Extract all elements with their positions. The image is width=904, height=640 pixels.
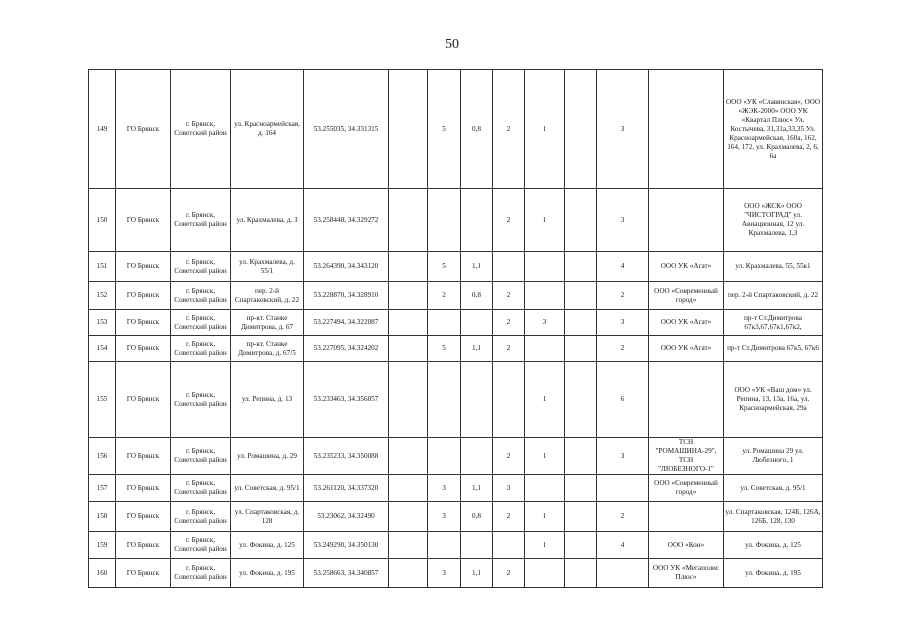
value-cell [428, 438, 461, 475]
value-cell [389, 282, 428, 310]
table-row [89, 502, 823, 532]
value-cell: 3 [428, 502, 461, 532]
registry-table [88, 69, 823, 588]
row-number: 151 [89, 252, 116, 282]
management-company-cell: ООО УК «Агат» [649, 336, 724, 362]
management-company-cell: ООО УК «Агат» [649, 310, 724, 336]
address-cell: ул. Фокина, д. 125 [231, 532, 304, 559]
value-cell: 3 [428, 559, 461, 588]
value-cell [525, 252, 565, 282]
municipality-cell: ГО Брянск [116, 532, 171, 559]
address-cell: ул. Крахмалева, д. 3 [231, 189, 304, 252]
coordinates-cell: 53.258663, 34.340857 [304, 559, 389, 588]
value-cell: 2 [493, 189, 525, 252]
row-number: 158 [89, 502, 116, 532]
value-cell [493, 252, 525, 282]
value-cell [389, 189, 428, 252]
district-cell: г. Брянск, Советский район [171, 502, 231, 532]
served-addresses-cell: ООО «ЖСК» ООО "ЧИСТОГРАД" ул. Авиационная, 12 ул. Крахмалева, 1,3 [724, 189, 823, 252]
table-row [89, 362, 823, 438]
value-cell [525, 336, 565, 362]
table-row [89, 310, 823, 336]
coordinates-cell: 53.233463, 34.356057 [304, 362, 389, 438]
address-cell: пр-кт. Станке Димитрова, д. 67/5 [231, 336, 304, 362]
address-cell: пер. 2-й Спартаковский, д. 22 [231, 282, 304, 310]
management-company-cell: ТСН "РОМАШИНА-29", ТСН "ЛЮБЕЗНОГО-1" [649, 438, 724, 475]
row-number: 149 [89, 70, 116, 189]
served-addresses-cell: пр-т Ст.Димитрова 67к3,67,67к1,67к2, [724, 310, 823, 336]
district-cell: г. Брянск, Советский район [171, 252, 231, 282]
value-cell [389, 362, 428, 438]
value-cell: 1 [525, 502, 565, 532]
row-number: 156 [89, 438, 116, 475]
district-cell: г. Брянск, Советский район [171, 559, 231, 588]
value-cell: 3 [597, 438, 649, 475]
page-number: 50 [445, 37, 459, 52]
value-cell [565, 70, 597, 189]
value-cell: 1 [525, 362, 565, 438]
value-cell: 2 [597, 336, 649, 362]
value-cell: 2 [493, 310, 525, 336]
value-cell [565, 310, 597, 336]
value-cell [389, 252, 428, 282]
district-cell: г. Брянск, Советский район [171, 475, 231, 502]
value-cell: 1,1 [461, 475, 493, 502]
value-cell: 2 [493, 438, 525, 475]
value-cell: 3 [597, 70, 649, 189]
value-cell: 3 [525, 310, 565, 336]
coordinates-cell: 53.228870, 34.328910 [304, 282, 389, 310]
value-cell: 5 [428, 336, 461, 362]
value-cell: 1 [525, 189, 565, 252]
value-cell: 2 [597, 282, 649, 310]
municipality-cell: ГО Брянск [116, 310, 171, 336]
municipality-cell: ГО Брянск [116, 559, 171, 588]
served-addresses-cell: ул. Советская, д. 95/1 [724, 475, 823, 502]
management-company-cell [649, 189, 724, 252]
municipality-cell: ГО Брянск [116, 362, 171, 438]
management-company-cell [649, 70, 724, 189]
served-addresses-cell: пер. 2-й Спартаковский, д. 22 [724, 282, 823, 310]
address-cell: ул. Крахмалева, д. 55/1 [231, 252, 304, 282]
coordinates-cell: 53.227095, 34.324202 [304, 336, 389, 362]
value-cell [565, 282, 597, 310]
value-cell [565, 252, 597, 282]
value-cell [428, 310, 461, 336]
value-cell: 1 [525, 532, 565, 559]
value-cell [493, 532, 525, 559]
row-number: 150 [89, 189, 116, 252]
address-cell: ул. Репина, д. 13 [231, 362, 304, 438]
value-cell [461, 310, 493, 336]
address-cell: ул. Красноармейская, д. 164 [231, 70, 304, 189]
management-company-cell: ООО «Современный город» [649, 282, 724, 310]
value-cell: 4 [597, 252, 649, 282]
value-cell [565, 502, 597, 532]
coordinates-cell: 53.249290, 34.350130 [304, 532, 389, 559]
coordinates-cell: 53.235233, 34.350088 [304, 438, 389, 475]
served-addresses-cell: ул. Ромашина 29 ул. Любезного, 1 [724, 438, 823, 475]
value-cell [525, 559, 565, 588]
served-addresses-cell: ул. Фокина, д. 125 [724, 532, 823, 559]
value-cell [389, 70, 428, 189]
table-row [89, 559, 823, 588]
value-cell [493, 362, 525, 438]
value-cell [389, 310, 428, 336]
district-cell: г. Брянск, Советский район [171, 438, 231, 475]
value-cell: 2 [493, 282, 525, 310]
district-cell: г. Брянск, Советский район [171, 70, 231, 189]
management-company-cell: ООО «Кон» [649, 532, 724, 559]
address-cell: пр-кт. Станке Димитрова, д. 67 [231, 310, 304, 336]
table-row [89, 252, 823, 282]
value-cell: 0,8 [461, 70, 493, 189]
value-cell [461, 189, 493, 252]
address-cell: ул. Ромашина, д. 29 [231, 438, 304, 475]
value-cell [389, 438, 428, 475]
value-cell: 2 [493, 559, 525, 588]
coordinates-cell: 53.255035, 34.331315 [304, 70, 389, 189]
value-cell: 2 [428, 282, 461, 310]
value-cell: 1,1 [461, 559, 493, 588]
served-addresses-cell: ООО «УК «Ваш дом» ул. Репина, 13, 13а, 16а, ул. Красноармейская, 29а [724, 362, 823, 438]
value-cell: 2 [493, 336, 525, 362]
value-cell: 0,8 [461, 502, 493, 532]
value-cell [428, 532, 461, 559]
district-cell: г. Брянск, Советский район [171, 282, 231, 310]
value-cell [565, 559, 597, 588]
district-cell: г. Брянск, Советский район [171, 310, 231, 336]
coordinates-cell: 53.261120, 34.337320 [304, 475, 389, 502]
table-row [89, 336, 823, 362]
value-cell: 3 [597, 310, 649, 336]
row-number: 159 [89, 532, 116, 559]
value-cell [461, 532, 493, 559]
district-cell: г. Брянск, Советский район [171, 189, 231, 252]
municipality-cell: ГО Брянск [116, 282, 171, 310]
value-cell: 3 [428, 475, 461, 502]
municipality-cell: ГО Брянск [116, 189, 171, 252]
coordinates-cell: 53.258448, 34.329272 [304, 189, 389, 252]
value-cell: 4 [597, 532, 649, 559]
value-cell: 2 [493, 502, 525, 532]
value-cell [428, 362, 461, 438]
value-cell: 5 [428, 252, 461, 282]
coordinates-cell: 53.264390, 34.343120 [304, 252, 389, 282]
district-cell: г. Брянск, Советский район [171, 362, 231, 438]
table-row [89, 438, 823, 475]
management-company-cell: ООО «Современный город» [649, 475, 724, 502]
served-addresses-cell: пр-т Ст.Димитрова 67к5, 67к6 [724, 336, 823, 362]
value-cell: 6 [597, 362, 649, 438]
value-cell: 1,1 [461, 252, 493, 282]
coordinates-cell: 53.227494, 34.322087 [304, 310, 389, 336]
value-cell [565, 336, 597, 362]
value-cell [461, 362, 493, 438]
value-cell [428, 189, 461, 252]
row-number: 152 [89, 282, 116, 310]
table-row [89, 70, 823, 189]
row-number: 153 [89, 310, 116, 336]
management-company-cell: ООО УК «Мегаполис Плюс» [649, 559, 724, 588]
value-cell: 1,1 [461, 336, 493, 362]
value-cell: 5 [428, 70, 461, 189]
served-addresses-cell: ул. Фокина, д. 195 [724, 559, 823, 588]
value-cell: 2 [493, 70, 525, 189]
served-addresses-cell: ООО «УК «Славянская», ООО «ЖЭК-2000» ООО УК «Квартал Плюс» Ул. Костычева, 31,31а,33,35 Ул. Красноармейская, 160а, 162, 164, 172, ул. Крахмалева, 2, 6, 6а [724, 70, 823, 189]
address-cell: ул. Спартаковская, д. 128 [231, 502, 304, 532]
address-cell: ул. Фокина, д. 195 [231, 559, 304, 588]
management-company-cell [649, 362, 724, 438]
value-cell [389, 559, 428, 588]
value-cell [565, 475, 597, 502]
value-cell [389, 532, 428, 559]
value-cell [525, 475, 565, 502]
value-cell: 3 [597, 189, 649, 252]
district-cell: г. Брянск, Советский район [171, 336, 231, 362]
table-row [89, 282, 823, 310]
served-addresses-cell: ул. Спартаковская, 124Б, 126А, 126Б, 128, 130 [724, 502, 823, 532]
value-cell [389, 502, 428, 532]
value-cell [565, 189, 597, 252]
municipality-cell: ГО Брянск [116, 438, 171, 475]
value-cell [525, 282, 565, 310]
value-cell [565, 362, 597, 438]
municipality-cell: ГО Брянск [116, 502, 171, 532]
value-cell [597, 475, 649, 502]
municipality-cell: ГО Брянск [116, 70, 171, 189]
coordinates-cell: 53.23062, 34.32490 [304, 502, 389, 532]
value-cell [389, 475, 428, 502]
value-cell [565, 438, 597, 475]
value-cell [565, 532, 597, 559]
value-cell: 1 [525, 438, 565, 475]
value-cell: 1 [525, 70, 565, 189]
municipality-cell: ГО Брянск [116, 336, 171, 362]
value-cell: 2 [597, 502, 649, 532]
value-cell [389, 336, 428, 362]
value-cell: 0,8 [461, 282, 493, 310]
table-row [89, 475, 823, 502]
value-cell [597, 559, 649, 588]
municipality-cell: ГО Брянск [116, 252, 171, 282]
row-number: 154 [89, 336, 116, 362]
value-cell [461, 438, 493, 475]
row-number: 155 [89, 362, 116, 438]
address-cell: ул. Советская, д. 95/1 [231, 475, 304, 502]
management-company-cell [649, 502, 724, 532]
row-number: 160 [89, 559, 116, 588]
district-cell: г. Брянск, Советский район [171, 532, 231, 559]
served-addresses-cell: ул. Крахмалева, 55, 55к1 [724, 252, 823, 282]
table-row [89, 189, 823, 252]
table-row [89, 532, 823, 559]
municipality-cell: ГО Брянск [116, 475, 171, 502]
value-cell: 3 [493, 475, 525, 502]
management-company-cell: ООО УК «Агат» [649, 252, 724, 282]
row-number: 157 [89, 475, 116, 502]
